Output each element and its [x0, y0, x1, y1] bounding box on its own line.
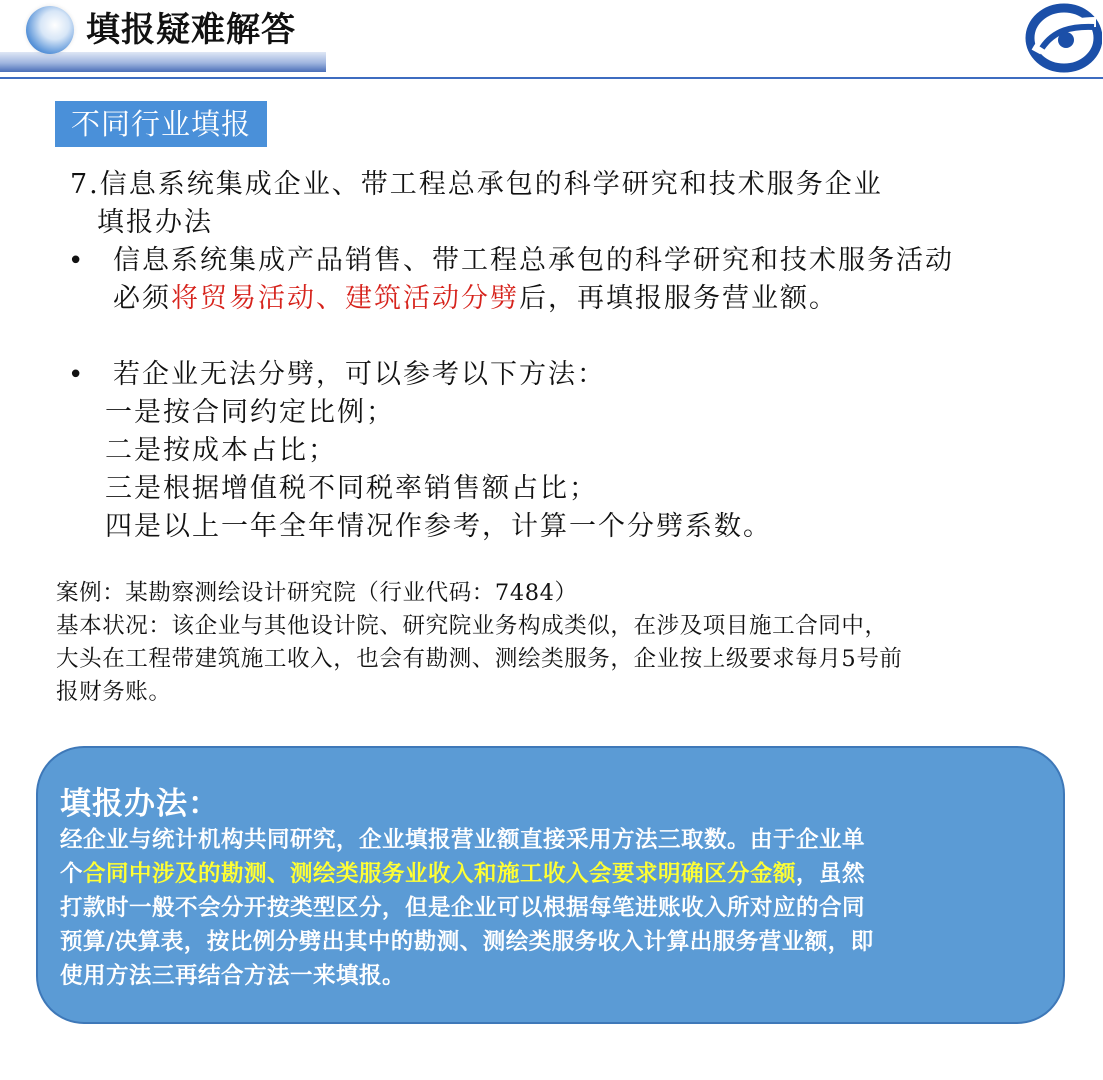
method-item: 二是按成本占比； — [105, 435, 337, 466]
method-highlight: 合同中涉及的勘测、测绘类服务业收入和施工收入会要求明确区分金额 — [83, 861, 797, 887]
bullet1-prefix: 必须 — [113, 283, 171, 314]
method-title: 填报办法： — [60, 786, 220, 822]
bullet1-line2 — [113, 281, 838, 317]
bullet1-suffix: 后，再填报服务营业额。 — [519, 283, 838, 314]
method-line2-prefix: 个 — [60, 861, 84, 887]
case-title: 案例：某勘察测绘设计研究院（行业代码：7484） — [56, 580, 578, 606]
header-gradient-band — [0, 52, 326, 72]
method-item: 一是按合同约定比例； — [105, 397, 395, 428]
header-orb-icon — [26, 6, 74, 54]
case-body-line: 报财务账。 — [56, 679, 172, 705]
case-body-line: 大头在工程带建筑施工收入，也会有勘测、测绘类服务，企业按上级要求每月5号前 — [56, 646, 903, 672]
method-line: 打款时一般不会分开按类型区分，但是企业可以根据每笔进账收入所对应的合同 — [60, 895, 866, 921]
bullet2-intro: 若企业无法分劈，可以参考以下方法： — [113, 359, 606, 390]
method-line: 预算/决算表，按比例分劈出其中的勘测、测绘类服务收入计算出服务营业额，即 — [60, 929, 874, 955]
method-callout-box — [36, 746, 1065, 1024]
method-line2-suffix: ，虽然 — [796, 861, 866, 887]
item-heading-line1: 7.信息系统集成企业、带工程总承包的科学研究和技术服务企业 — [70, 169, 883, 200]
method-line: 经企业与统计机构共同研究，企业填报营业额直接采用方法三取数。由于企业单 — [60, 827, 866, 853]
bullet1-highlight: 将贸易活动、建筑活动分劈 — [171, 283, 519, 314]
page-title: 填报疑难解答 — [86, 10, 296, 50]
organization-logo-icon — [1022, 0, 1102, 74]
item-heading-line2: 填报办法 — [97, 207, 213, 238]
section-tag: 不同行业填报 — [55, 101, 267, 147]
header-divider — [0, 77, 1103, 79]
case-body-line: 基本状况：该企业与其他设计院、研究院业务构成类似，在涉及项目施工合同中， — [56, 613, 888, 639]
bullet-dot: • — [68, 360, 84, 390]
method-item: 三是根据增值税不同税率销售额占比； — [105, 473, 598, 504]
method-item: 四是以上一年全年情况作参考，计算一个分劈系数。 — [105, 511, 772, 542]
slide-header — [0, 0, 1103, 82]
method-line: 使用方法三再结合方法一来填报。 — [60, 963, 406, 989]
bullet-dot: • — [68, 246, 84, 276]
method-line — [60, 858, 865, 890]
bullet1-line1: 信息系统集成产品销售、带工程总承包的科学研究和技术服务活动 — [113, 245, 954, 276]
